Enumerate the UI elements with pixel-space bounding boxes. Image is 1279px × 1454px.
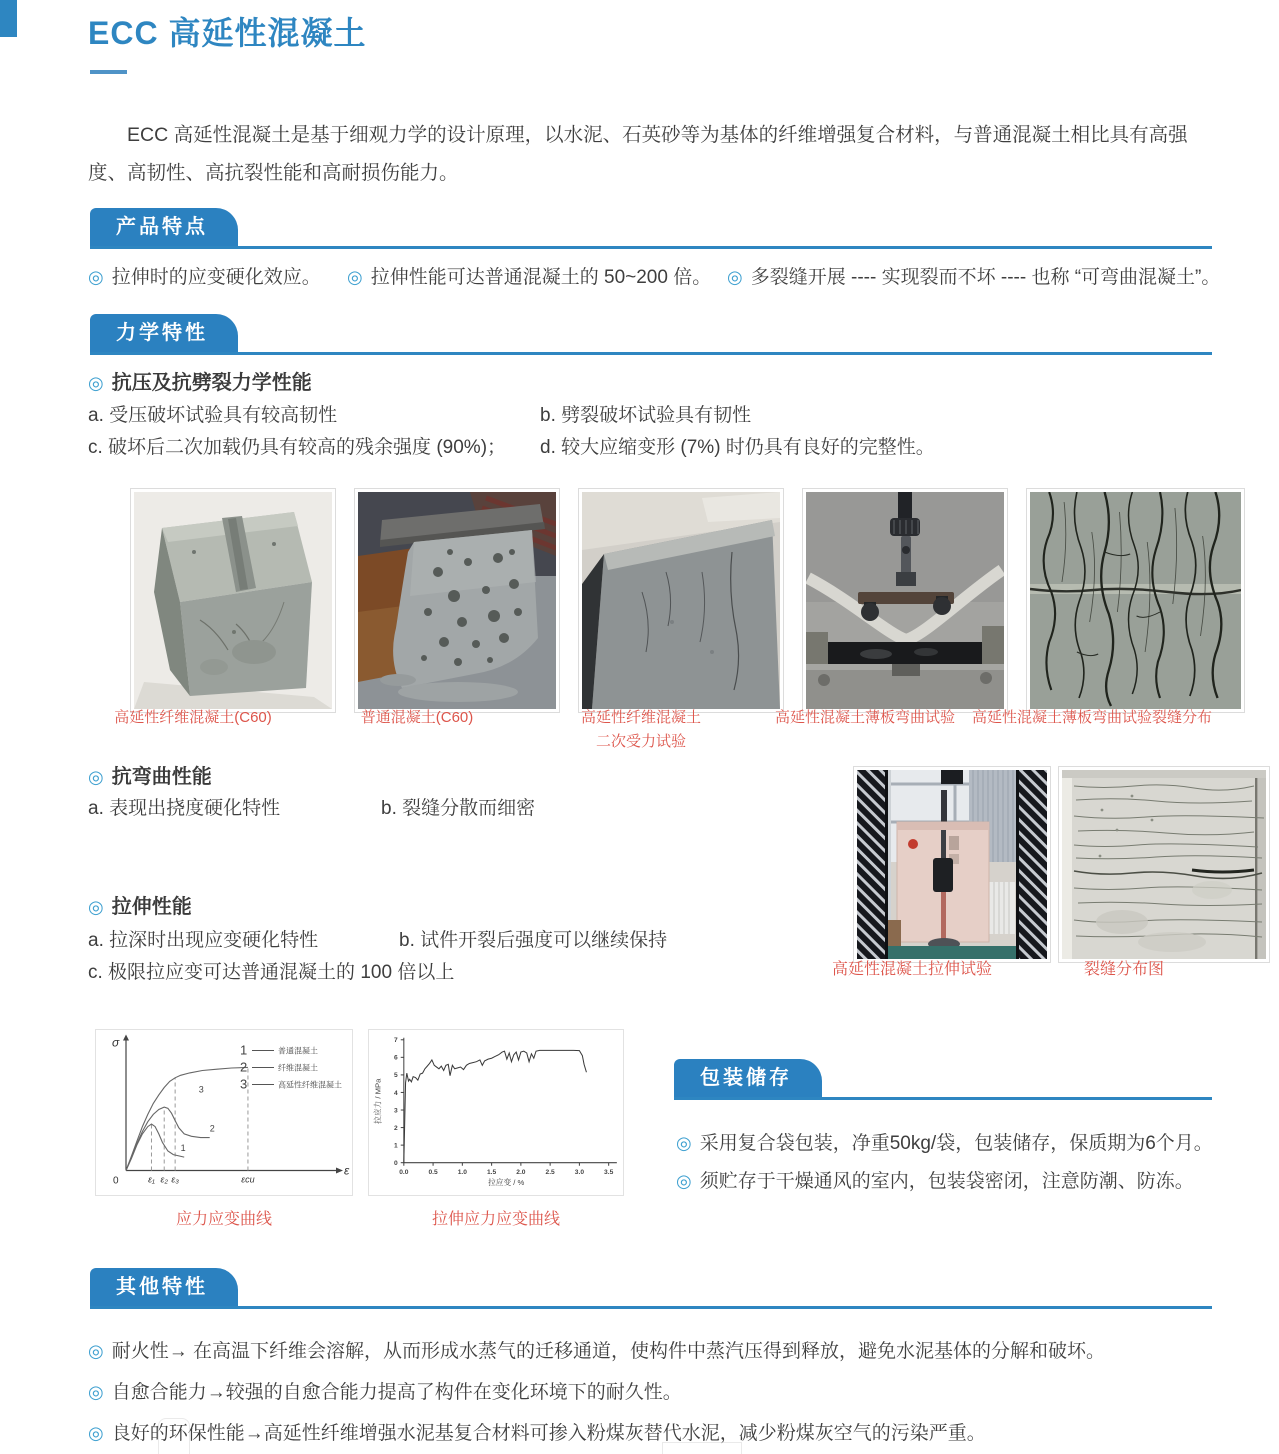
- svg-text:3.0: 3.0: [574, 1168, 585, 1176]
- section-header-other: 其他特性: [90, 1268, 238, 1306]
- tension-item-b: b. 试件开裂后强度可以继续保持: [399, 930, 668, 951]
- stress-strain-chart-svg: [96, 1030, 352, 1195]
- subsection-tension: [88, 890, 192, 919]
- svg-text:ε: ε: [344, 1163, 350, 1178]
- photo-caption-3-line1: 高延性纤维混凝土: [580, 709, 701, 726]
- bending-item-a: a. 表现出挠度硬化特性: [88, 798, 281, 819]
- photo-crack-distribution-map: [1058, 766, 1270, 963]
- svg-text:1: 1: [180, 1142, 186, 1153]
- svg-text:4: 4: [393, 1089, 398, 1097]
- feature-item-1: [88, 262, 321, 289]
- tension-item-c: c. 极限拉应变可达普通混凝土的 100 倍以上: [88, 962, 455, 983]
- section-header-features: 产品特点: [90, 208, 238, 246]
- packaging-item-1: [676, 1128, 1213, 1155]
- other-item-2: [88, 1377, 682, 1404]
- photo-ecc-secondary-load-specimen: [578, 488, 784, 713]
- svg-text:7: 7: [393, 1037, 398, 1045]
- svg-text:高延性纤维混凝土: 高延性纤维混凝土: [278, 1080, 342, 1090]
- section-header-packaging: 包装储存: [674, 1059, 822, 1097]
- title-underline: [90, 70, 127, 74]
- other-item-2-text: 自愈合能力→较强的自愈合能力提高了构件在变化环境下的耐久性。: [111, 1382, 682, 1403]
- svg-text:2: 2: [209, 1123, 215, 1134]
- tensile-stress-strain-chart: [368, 1029, 624, 1196]
- svg-text:2.5: 2.5: [545, 1168, 555, 1176]
- svg-text:3: 3: [393, 1107, 398, 1115]
- compression-item-a: a. 受压破坏试验具有较高韧性: [88, 405, 338, 426]
- svg-text:纤维混凝土: 纤维混凝土: [278, 1063, 318, 1073]
- photo-tensile-test-art: [857, 770, 1047, 959]
- photo-normal-concrete-art: [358, 492, 556, 709]
- photo-caption-5: 高延性混凝土薄板弯曲试验裂缝分布: [971, 709, 1212, 726]
- photo-thin-plate-bending-test: [802, 488, 1008, 713]
- other-item-1: [88, 1336, 1105, 1363]
- svg-text:3: 3: [198, 1084, 204, 1095]
- circle-bullet-icon: ◎: [727, 267, 743, 287]
- photo-caption-crack-map: 裂缝分布图: [1083, 961, 1164, 978]
- circle-bullet-icon: ◎: [88, 1382, 104, 1402]
- circle-bullet-icon: ◎: [88, 1341, 104, 1361]
- photo-normal-concrete-specimen: [354, 488, 560, 713]
- section-divider-packaging: [674, 1097, 1212, 1100]
- other-item-3-text: 良好的环保性能→高延性纤维增强水泥基复合材料可掺入粉煤灰替代水泥，减少粉煤灰空气的污染严重。: [111, 1423, 986, 1444]
- photo-tensile-test-machine: [853, 766, 1051, 963]
- svg-text:拉应变 / %: 拉应变 / %: [488, 1178, 525, 1188]
- circle-bullet-icon: ◎: [88, 373, 104, 393]
- packaging-item-2-text: 须贮存于干燥通风的室内，包装袋密闭，注意防潮、防冻。: [699, 1171, 1194, 1192]
- svg-text:2: 2: [393, 1124, 398, 1132]
- subsection-compression: [88, 366, 312, 395]
- bending-item-b: b. 裂缝分散而细密: [381, 798, 536, 819]
- photo-caption-tensile-test: 高延性混凝土拉伸试验: [831, 961, 992, 978]
- subsection-bending: [88, 760, 212, 789]
- page-title: ECC 高延性混凝土: [88, 15, 367, 51]
- svg-text:1.5: 1.5: [486, 1168, 497, 1176]
- photo-thin-plate-bending-art: [806, 492, 1004, 709]
- circle-bullet-icon: ◎: [676, 1171, 692, 1191]
- other-item-3: [88, 1418, 986, 1445]
- photo-caption-2: 普通混凝土(C60): [360, 709, 474, 726]
- packaging-item-1-text: 采用复合袋包装，净重50kg/袋，包装储存，保质期为6个月。: [699, 1133, 1213, 1154]
- svg-text:0: 0: [113, 1175, 119, 1187]
- svg-text:σ: σ: [112, 1035, 120, 1050]
- feature-item-2-text: 拉伸性能可达普通混凝土的 50~200 倍。: [370, 267, 712, 288]
- photo-caption-3-line2: 二次受力试验: [595, 733, 686, 750]
- photo-caption-4: 高延性混凝土薄板弯曲试验: [774, 709, 955, 726]
- section-divider-other: [90, 1306, 1212, 1309]
- packaging-item-2: [676, 1166, 1194, 1193]
- photo-caption-1: 高延性纤维混凝土(C60): [114, 709, 272, 726]
- circle-bullet-icon: ◎: [88, 267, 104, 287]
- watermark-fragment-box: [662, 1442, 742, 1454]
- svg-text:ε₂: ε₂: [160, 1174, 168, 1185]
- compression-item-d: d. 较大应缩变形 (7%) 时仍具有良好的完整性。: [540, 437, 935, 458]
- chart-caption-tensile: 拉伸应力应变曲线: [431, 1211, 560, 1228]
- corner-accent-bar: [0, 0, 17, 37]
- photo-ecc-compression-specimen: [130, 488, 336, 713]
- svg-text:3: 3: [240, 1076, 248, 1092]
- svg-text:2.0: 2.0: [516, 1168, 526, 1176]
- svg-text:ε₃: ε₃: [171, 1174, 179, 1185]
- svg-text:5: 5: [393, 1072, 398, 1080]
- stress-strain-chart: [95, 1029, 353, 1196]
- svg-text:普通混凝土: 普通混凝土: [278, 1046, 318, 1056]
- section-divider-features: [90, 246, 1212, 249]
- chart-caption-stress-strain: 应力应变曲线: [175, 1211, 272, 1228]
- photo-ecc-secondary-load-art: [582, 492, 780, 709]
- circle-bullet-icon: ◎: [88, 1423, 104, 1443]
- svg-text:0.5: 0.5: [428, 1168, 438, 1176]
- section-divider-mechanics: [90, 352, 1212, 355]
- feature-item-3-text: 多裂缝开展 ---- 实现裂而不坏 ---- 也称 “可弯曲混凝土”。: [750, 267, 1221, 288]
- photo-caption-3: [538, 706, 744, 754]
- subsection-compression-title: 抗压及抗劈裂力学性能: [111, 372, 312, 394]
- tensile-chart-svg: [369, 1030, 623, 1195]
- compression-item-c: c. 破坏后二次加载仍具有较高的残余强度 (90%)；: [88, 437, 507, 458]
- feature-item-2: [347, 262, 711, 289]
- svg-text:0.0: 0.0: [399, 1168, 409, 1176]
- circle-bullet-icon: ◎: [347, 267, 363, 287]
- svg-text:1: 1: [240, 1042, 248, 1058]
- svg-text:ε₁: ε₁: [148, 1174, 155, 1185]
- photo-bending-crack-art: [1030, 492, 1241, 709]
- section-header-mechanics: 力学特性: [90, 314, 238, 352]
- subsection-tension-title: 拉伸性能: [111, 896, 192, 918]
- svg-text:0: 0: [393, 1160, 398, 1168]
- photo-crack-map-art: [1062, 770, 1266, 959]
- subsection-bending-title: 抗弯曲性能: [111, 766, 212, 788]
- tension-item-a: a. 拉深时出现应变硬化特性: [88, 930, 319, 951]
- svg-text:拉应力 / MPa: 拉应力 / MPa: [373, 1078, 383, 1124]
- svg-text:2: 2: [240, 1059, 248, 1075]
- circle-bullet-icon: ◎: [676, 1133, 692, 1153]
- intro-paragraph: ECC 高延性混凝土是基于细观力学的设计原理，以水泥、石英砂等为基体的纤维增强复合材料，与普通混凝土相比具有高强度、高韧性、高抗裂性能和高耐损伤能力。: [88, 124, 1188, 185]
- feature-item-3: [727, 262, 1220, 289]
- photo-bending-crack-distribution: [1026, 488, 1245, 713]
- svg-text:3.5: 3.5: [604, 1168, 614, 1176]
- compression-item-b: b. 劈裂破坏试验具有韧性: [540, 405, 752, 426]
- circle-bullet-icon: ◎: [88, 897, 104, 917]
- svg-text:6: 6: [393, 1054, 398, 1062]
- svg-text:1: 1: [393, 1142, 398, 1150]
- feature-item-1-text: 拉伸时的应变硬化效应。: [111, 267, 321, 288]
- svg-text:εcu: εcu: [241, 1174, 255, 1185]
- photo-ecc-compression-art: [134, 492, 332, 709]
- other-item-1-text: 耐火性→ 在高温下纤维会溶解，从而形成水蒸气的迁移通道，使构件中蒸汽压得到释放，避免水泥基体的分解和破坏。: [111, 1341, 1106, 1362]
- svg-text:1.0: 1.0: [457, 1168, 467, 1176]
- watermark-fragment-bottle: [158, 1418, 190, 1454]
- circle-bullet-icon: ◎: [88, 767, 104, 787]
